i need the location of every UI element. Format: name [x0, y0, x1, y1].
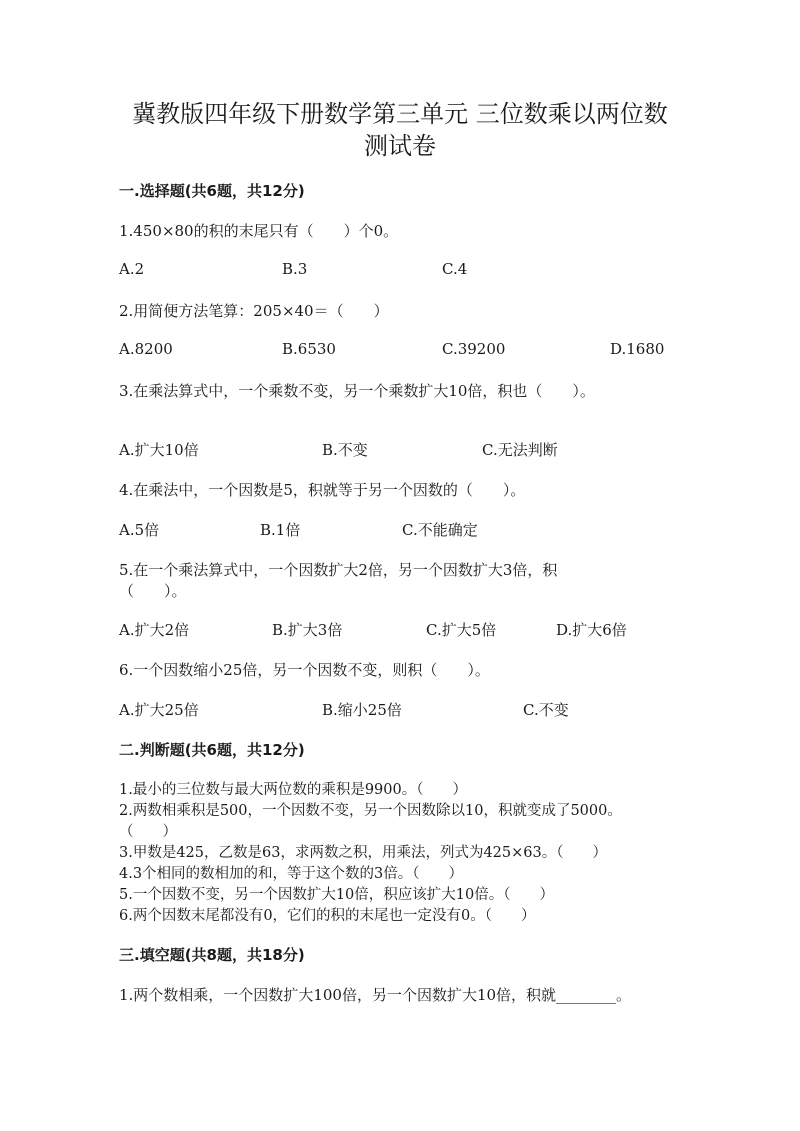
judge-line-5: 5.一个因数不变，另一个因数扩大10倍，积应该扩大10倍。（ ） [119, 887, 554, 903]
page-title-line2: 测试卷 [364, 132, 436, 160]
option-1-1-b: B.3 [282, 260, 308, 278]
judge-line-6: 6.两个因数末尾都没有0，它们的积的末尾也一定没有0。（ ） [119, 908, 536, 924]
section-heading-judge: 二.判断题(共6题，共12分) [119, 741, 305, 759]
question-1-6: 6.一个因数缩小25倍，另一个因数不变，则积（ ）。 [119, 661, 490, 679]
question-1-1: 1.450×80的积的末尾只有（ ）个0。 [119, 222, 399, 240]
option-1-3-b: B.不变 [322, 441, 368, 459]
judge-line-1: 1.最小的三位数与最大两位数的乘积是9900。（ ） [119, 782, 467, 798]
option-1-2-c: C.39200 [442, 340, 506, 358]
question-1-5-blank: （ ）。 [119, 582, 187, 600]
option-1-5-c: C.扩大5倍 [426, 621, 497, 639]
page-title-line1: 冀教版四年级下册数学第三单元 三位数乘以两位数 [132, 100, 668, 128]
option-1-3-a: A.扩大10倍 [119, 441, 199, 459]
option-1-1-c: C.4 [442, 260, 468, 278]
section-heading-fill: 三.填空题(共8题，共18分) [119, 946, 305, 964]
option-1-6-b: B.缩小25倍 [322, 701, 402, 719]
judge-line-4: 4.3个相同的数相加的和，等于这个数的3倍。（ ） [119, 866, 464, 882]
option-1-4-c: C.不能确定 [402, 521, 478, 539]
option-1-5-a: A.扩大2倍 [119, 621, 190, 639]
option-1-1-a: A.2 [119, 260, 145, 278]
option-1-4-a: A.5倍 [119, 521, 160, 539]
judge-line-2: 2.两数相乘积是500，一个因数不变，另一个因数除以10，积就变成了5000。 [119, 803, 622, 819]
option-1-2-a: A.8200 [119, 340, 173, 358]
judge-line-3: 3.甲数是425，乙数是63，求两数之积，用乘法，列式为425×63。（ ） [119, 845, 607, 861]
option-1-5-d: D.扩大6倍 [556, 621, 627, 639]
question-1-2: 2.用简便方法笔算：205×40＝（ ） [119, 302, 389, 320]
fill-line-1: 1.两个数相乘，一个因数扩大100倍，另一个因数扩大10倍，积就________。 [119, 986, 632, 1004]
option-1-4-b: B.1倍 [260, 521, 301, 539]
section-heading-choice: 一.选择题(共6题，共12分) [119, 182, 305, 200]
option-1-6-c: C.不变 [523, 701, 569, 719]
question-1-5: 5.在一个乘法算式中，一个因数扩大2倍，另一个因数扩大3倍，积 [119, 561, 558, 579]
option-1-6-a: A.扩大25倍 [119, 701, 199, 719]
option-1-2-b: B.6530 [282, 340, 336, 358]
option-1-3-c: C.无法判断 [482, 441, 558, 459]
question-1-4: 4.在乘法中，一个因数是5，积就等于另一个因数的（ ）。 [119, 481, 526, 499]
option-1-2-d: D.1680 [610, 340, 665, 358]
option-1-5-b: B.扩大3倍 [272, 621, 343, 639]
question-1-3: 3.在乘法算式中，一个乘数不变，另一个乘数扩大10倍，积也（ ）。 [119, 382, 595, 400]
judge-line-2-blank: （ ） [119, 824, 177, 840]
